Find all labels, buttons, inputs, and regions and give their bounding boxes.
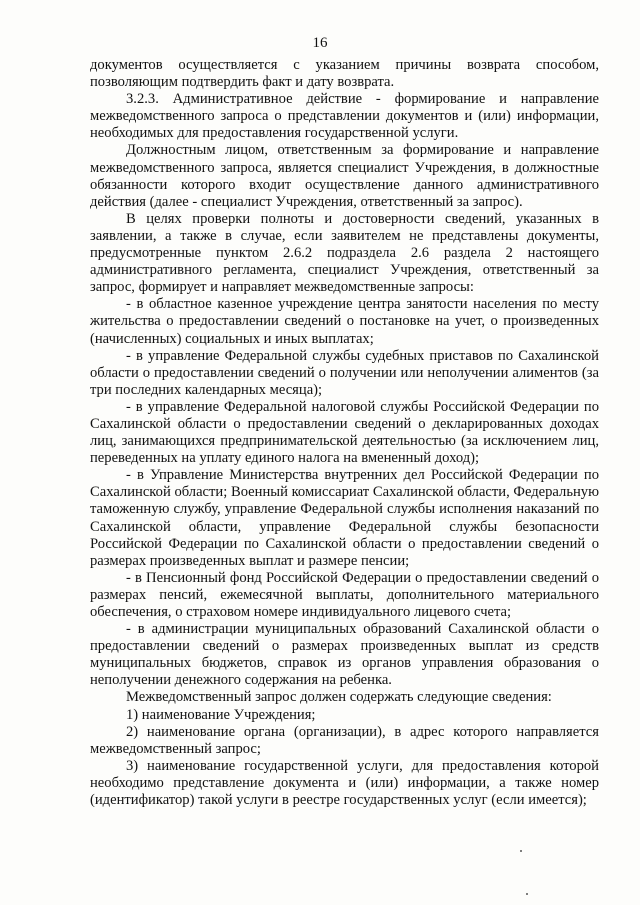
paragraph-verification: В целях проверки полноты и достоверности сведений, указанных в заявлении, а также в случае, если заявителем не представлены документы, предусмотренные пунктом 2.6.2 подраздела 2.6 раздела 2 настоящего административного регламента, специалист Учреждения, ответственный за запрос, формирует и направляет межведомственные запросы:	[90, 210, 599, 296]
page-number: 16	[312, 35, 328, 51]
paragraph-3-2-3: 3.2.3. Административное действие - формирование и направление межведомственного запроса о представлении документов и (или) информации, необходимых для предоставления государственной услуги.	[90, 91, 599, 142]
list-item-3: 3) наименование государственной услуги, для предоставления которой необходимо представление документа и (или) информации, а также номер (идентификатор) такой услуги в реестре государственных услуг (если имеется);	[90, 757, 599, 809]
list-item-municipal-admin: - в администрации муниципальных образований Сахалинской области о предоставлении сведений о размерах произведенных выплат из средств муниципальных бюджетов, справок из органов управления образования о неполучении денежного содержания на ребенка.	[90, 621, 599, 689]
list-item-tax-service: - в управление Федеральной налоговой службы Российской Федерации по Сахалинской области о предоставлении сведений о декларированных доходах лиц, занимающихся предпринимательской деятельностью (за исключением лиц, переведенных на уплату единого налога на вмененный доход);	[90, 398, 599, 467]
list-item-employment-center: - в областное казенное учреждение центра занятости населения по месту жительства о предоставлении сведений о постановке на учет, о произведенных (начисленных) социальных и иных выплатах;	[90, 296, 599, 347]
scan-speck	[526, 893, 528, 895]
list-item-2: 2) наименование органа (организации), в адрес которого направляется межведомственный запрос;	[90, 723, 599, 757]
paragraph-return-method: документов осуществляется с указанием причины возврата способом, позволяющим подтвердить факт и дату возврата.	[90, 57, 599, 91]
list-item-pension-fund: - в Пенсионный фонд Российской Федерации о предоставлении сведений о размерах пенсий, ежемесячной выплаты, дополнительного материального обеспечения, о страховом номере индивидуального лицевого счета;	[90, 569, 599, 620]
paragraph-request-contents: Межведомственный запрос должен содержать следующие сведения:	[126, 689, 552, 706]
paragraph-responsible-official: Должностным лицом, ответственным за формирование и направление межведомственного запроса, является специалист Учреждения, в должностные обязанности которого входит осуществление данного административного действия (далее - специалист Учреждения, ответственный за запрос).	[90, 142, 599, 210]
list-item-bailiffs: - в управление Федеральной службы судебных приставов по Сахалинской области о предоставлении сведений о получении или неполучении алиментов (за три последних календарных месяца);	[90, 347, 599, 398]
list-item-1: 1) наименование Учреждения;	[126, 706, 316, 723]
scan-speck	[520, 850, 522, 852]
list-item-internal-affairs: - в Управление Министерства внутренних дел Российской Федерации по Сахалинской области; Военный комиссариат Сахалинской области, Федеральную таможенную службу, управление Федеральной службы исполнения наказаний по Сахалинской области, управление Федеральной службы безопасности Российской Федерации по Сахалинской области о предоставлении сведений о размерах произведенных выплат и размере пенсии;	[90, 467, 599, 569]
document-body	[90, 57, 599, 809]
